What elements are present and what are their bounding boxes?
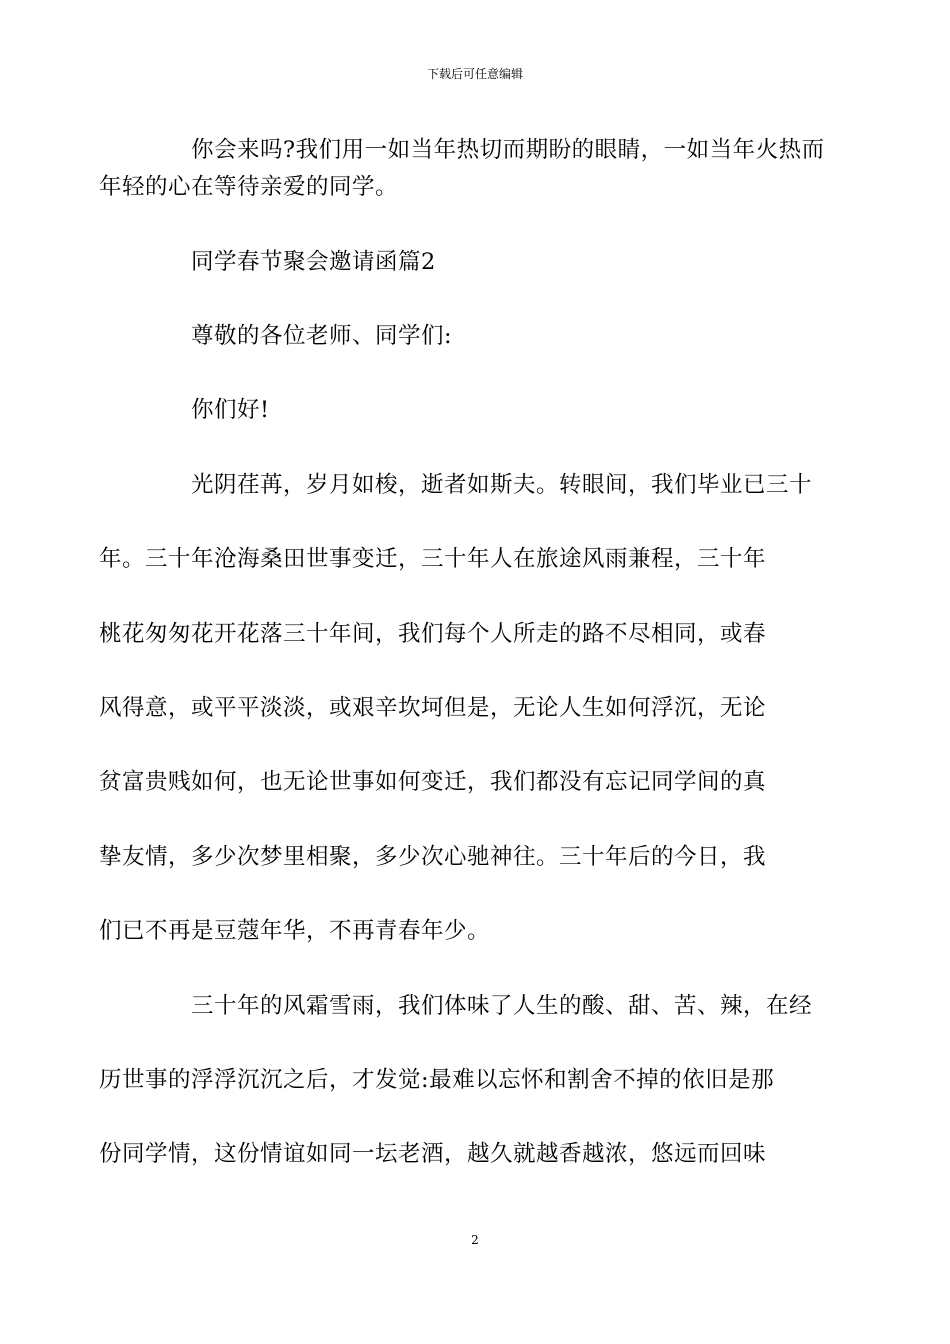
text-line: 们已不再是豆蔻年华，不再青春年少。 [99, 918, 491, 945]
text-line: 风得意，或平平淡淡，或艰辛坎坷但是，无论人生如何浮沉，无论 [99, 694, 767, 721]
salutation: 尊敬的各位老师、同学们: [191, 322, 453, 349]
paragraph-3-salutation [145, 318, 807, 355]
document-body [99, 132, 825, 1211]
text-line: 挚友情，多少次梦里相聚，多少次心驰神往。三十年后的今日，我 [99, 843, 767, 870]
page-header: 下载后可任意编辑 [426, 67, 523, 81]
greeting: 你们好! [191, 397, 270, 424]
text-line: 年轻的心在等待亲爱的同学。 [99, 174, 399, 201]
text-line: 光阴荏苒，岁月如梭，逝者如斯夫。转眼间，我们毕业已三十 [191, 471, 813, 498]
text-line: 份同学情，这份情谊如同一坛老酒，越久就越香越浓，悠远而回味 [99, 1141, 767, 1168]
paragraph-5 [99, 467, 813, 951]
paragraph-6 [99, 988, 813, 1174]
section-title: 同学春节聚会邀请函篇2 [191, 248, 436, 275]
text-line: 历世事的浮浮沉沉之后，才发觉:最难以忘怀和割舍不掉的依旧是那 [99, 1066, 775, 1093]
paragraph-2-title [145, 244, 807, 281]
text-line: 桃花匆匆花开花落三十年间，我们每个人所走的路不尽相同，或春 [99, 620, 767, 647]
text-line: 年。三十年沧海桑田世事变迁，三十年人在旅途风雨兼程，三十年 [99, 546, 767, 573]
paragraph-4-greeting [145, 392, 807, 429]
text-line: 贫富贵贱如何，也无论世事如何变迁，我们都没有忘记同学间的真 [99, 769, 767, 796]
text-line: 三十年的风霜雪雨，我们体味了人生的酸、甜、苦、辣，在经 [191, 992, 813, 1019]
page-number: 2 [471, 1233, 479, 1247]
text-line: 你会来吗?我们用一如当年热切而期盼的眼睛，一如当年火热而 [191, 137, 825, 163]
paragraph-1 [99, 132, 825, 206]
